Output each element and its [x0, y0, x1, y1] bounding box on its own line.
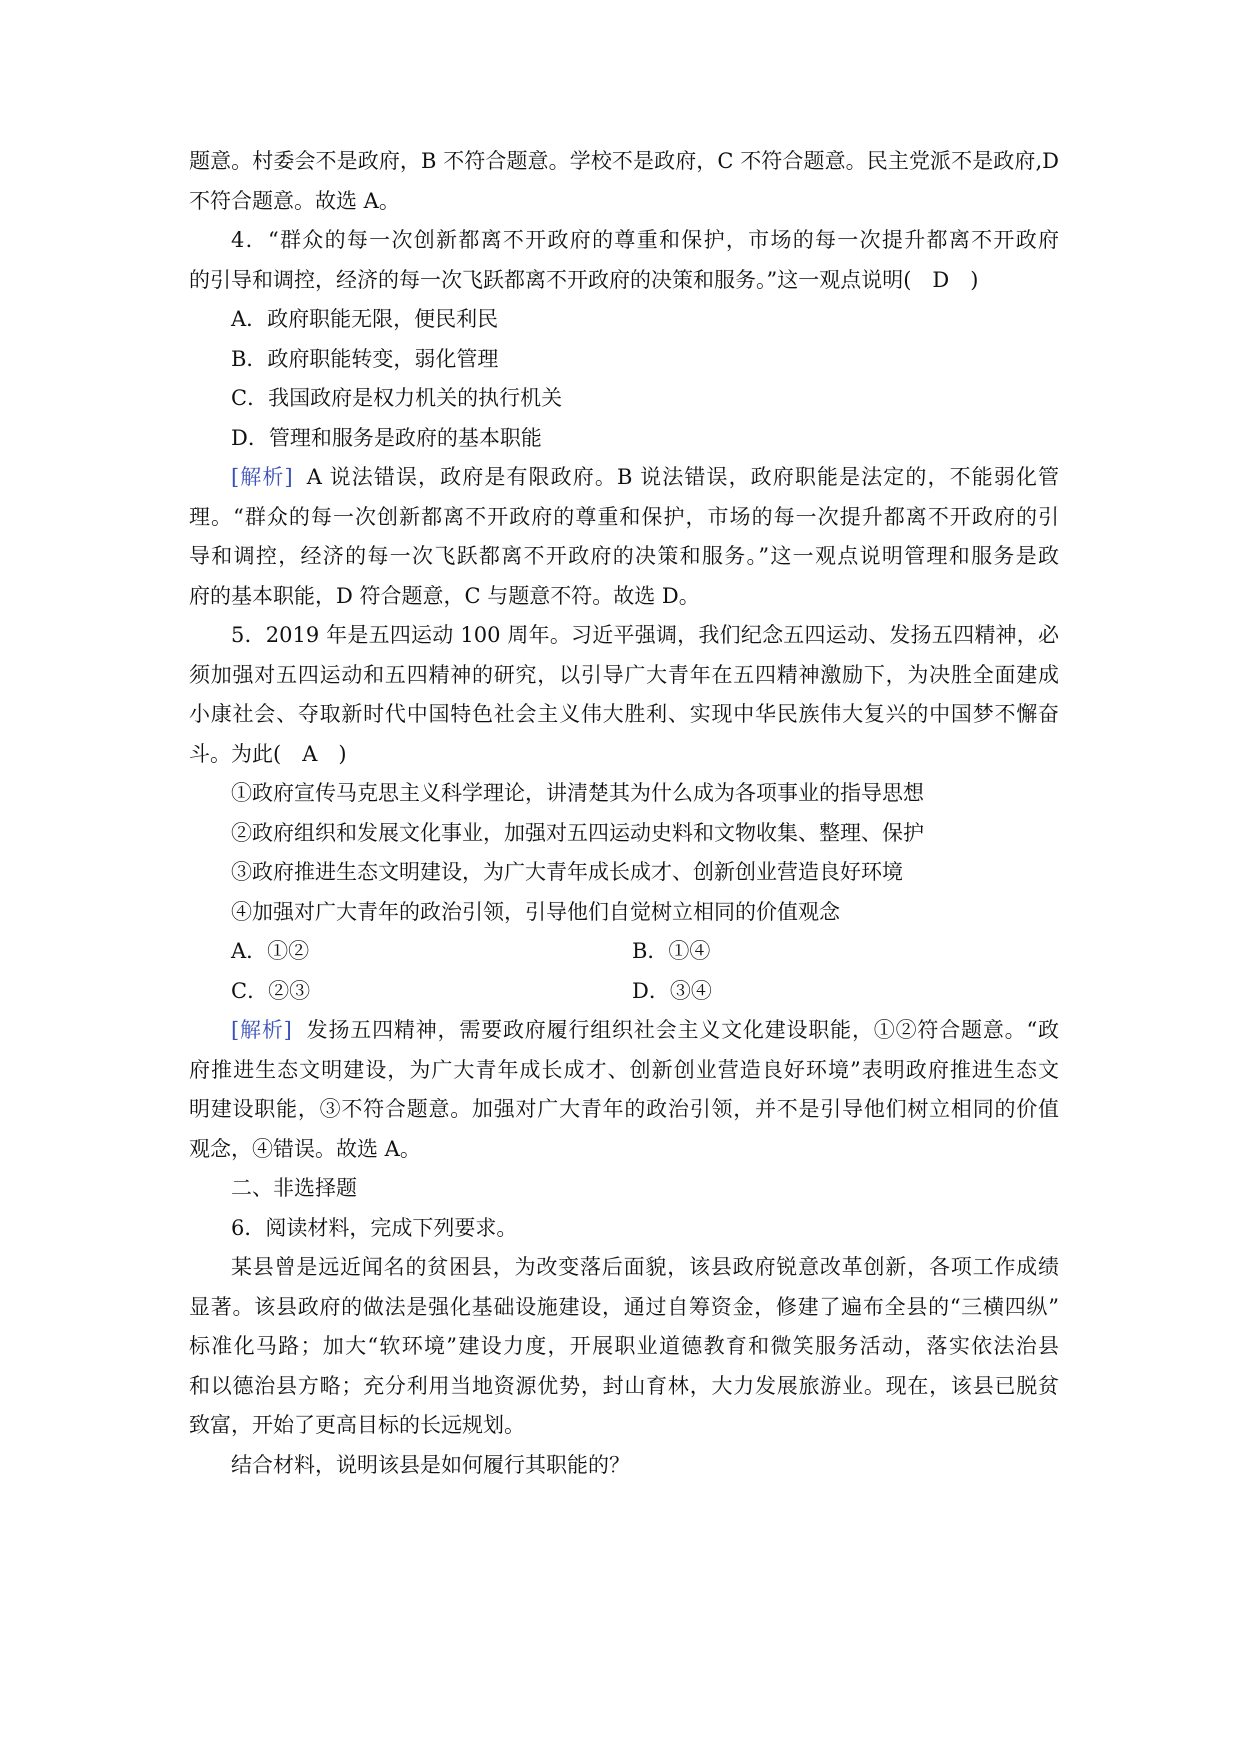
q5-statement-2: ②政府组织和发展文化事业，加强对五四运动史料和文物收集、整理、保护	[231, 820, 924, 845]
q5-analysis-line: 府推进生态文明建设，为广大青年成长成才、创新创业营造良好环境”表明政府推进生态文	[189, 1057, 1059, 1082]
q6-stem: 6．阅读材料，完成下列要求。	[231, 1215, 518, 1240]
q4-analysis-line: 导和调控，经济的每一次飞跃都离不开政府的决策和服务。”这一观点说明管理和服务是政	[189, 544, 1059, 568]
q5-analysis-line	[189, 1011, 1059, 1051]
q5-option-b: B．①④	[632, 939, 711, 963]
prev-explanation-line: 不符合题意。故选 A。	[189, 188, 400, 213]
analysis-tag: [解析]	[231, 465, 293, 489]
q4-option-c: C．我国政府是权力机关的执行机关	[231, 386, 563, 410]
q6-material-line: 致富，开始了更高目标的长远规划。	[189, 1413, 525, 1437]
document-page	[189, 142, 1059, 1485]
q5-stem-line: 5．2019 年是五四运动 100 周年。习近平强调，我们纪念五四运动、发扬五四精神，必	[231, 623, 1059, 647]
q4-analysis-line: 府的基本职能，D 符合题意，C 与题意不符。故选 D。	[189, 583, 700, 608]
q6-material-line: 标准化马路；加大“软环境”建设力度，开展职业道德教育和微笑服务活动，落实依法治县	[189, 1334, 1059, 1358]
q4-analysis-line	[189, 458, 1059, 498]
q4-option-a: A．政府职能无限，便民利民	[231, 307, 499, 331]
q4-analysis-line: 理。“群众的每一次创新都离不开政府的尊重和保护，市场的每一次提升都离不开政府的引	[189, 504, 1059, 529]
q5-statement-1: ①政府宣传马克思主义科学理论，讲清楚其为什么成为各项事业的指导思想	[231, 781, 924, 805]
q4-option-d: D．管理和服务是政府的基本职能	[231, 425, 542, 450]
q5-option-a: A．①②	[231, 939, 310, 963]
q4-option-b: B．政府职能转变，弱化管理	[231, 346, 499, 371]
q5-stem-line: 须加强对五四运动和五四精神的研究，以引导广大青年在五四精神激励下，为决胜全面建成	[189, 662, 1059, 687]
q5-options-row	[189, 932, 1059, 972]
analysis-tag: [解析]	[231, 1018, 292, 1042]
q5-analysis-line: 明建设职能，③不符合题意。加强对广大青年的政治引领，并不是引导他们树立相同的价值	[189, 1097, 1059, 1121]
q6-material-line: 某县曾是远近闻名的贫困县，为改变落后面貌，该县政府锐意改革创新，各项工作成绩	[231, 1255, 1059, 1279]
q6-material-line: 和以德治县方略；充分利用当地资源优势，封山育林，大力发展旅游业。现在，该县已脱贫	[189, 1373, 1059, 1398]
q5-statement-3: ③政府推进生态文明建设，为广大青年成长成才、创新创业营造良好环境	[231, 860, 903, 884]
q5-analysis-text: 发扬五四精神，需要政府履行组织社会主义文化建设职能，①②符合题意。“政	[305, 1018, 1059, 1042]
q6-question: 结合材料，说明该县是如何履行其职能的？	[231, 1452, 630, 1477]
q5-stem-line: 斗。为此( A )	[189, 741, 347, 766]
q5-analysis-line: 观念，④错误。故选 A。	[189, 1136, 421, 1161]
q5-option-d: D．③④	[632, 978, 712, 1003]
q5-stem-line: 小康社会、夺取新时代中国特色社会主义伟大胜利、实现中华民族伟大复兴的中国梦不懈奋	[189, 702, 1059, 726]
q4-stem-line: 的引导和调控，经济的每一次飞跃都离不开政府的决策和服务。”这一观点说明( D )	[189, 267, 979, 292]
section-heading: 二、非选择题	[231, 1176, 357, 1200]
prev-explanation-line: 题意。村委会不是政府，B 不符合题意。学校不是政府，C 不符合题意。民主党派不是政府,D	[189, 149, 1059, 173]
q4-stem-line: 4．“群众的每一次创新都离不开政府的尊重和保护，市场的每一次提升都离不开政府	[231, 228, 1059, 252]
q5-option-c: C．②③	[231, 978, 311, 1003]
q5-options-row	[189, 972, 1059, 1012]
q5-statement-4: ④加强对广大青年的政治引领，引导他们自觉树立相同的价值观念	[231, 899, 840, 924]
q4-analysis-text: A 说法错误，政府是有限政府。B 说法错误，政府职能是法定的，不能弱化管	[306, 465, 1059, 489]
q6-material-line: 显著。该县政府的做法是强化基础设施建设，通过自筹资金，修建了遍布全县的“三横四纵”	[189, 1294, 1059, 1319]
